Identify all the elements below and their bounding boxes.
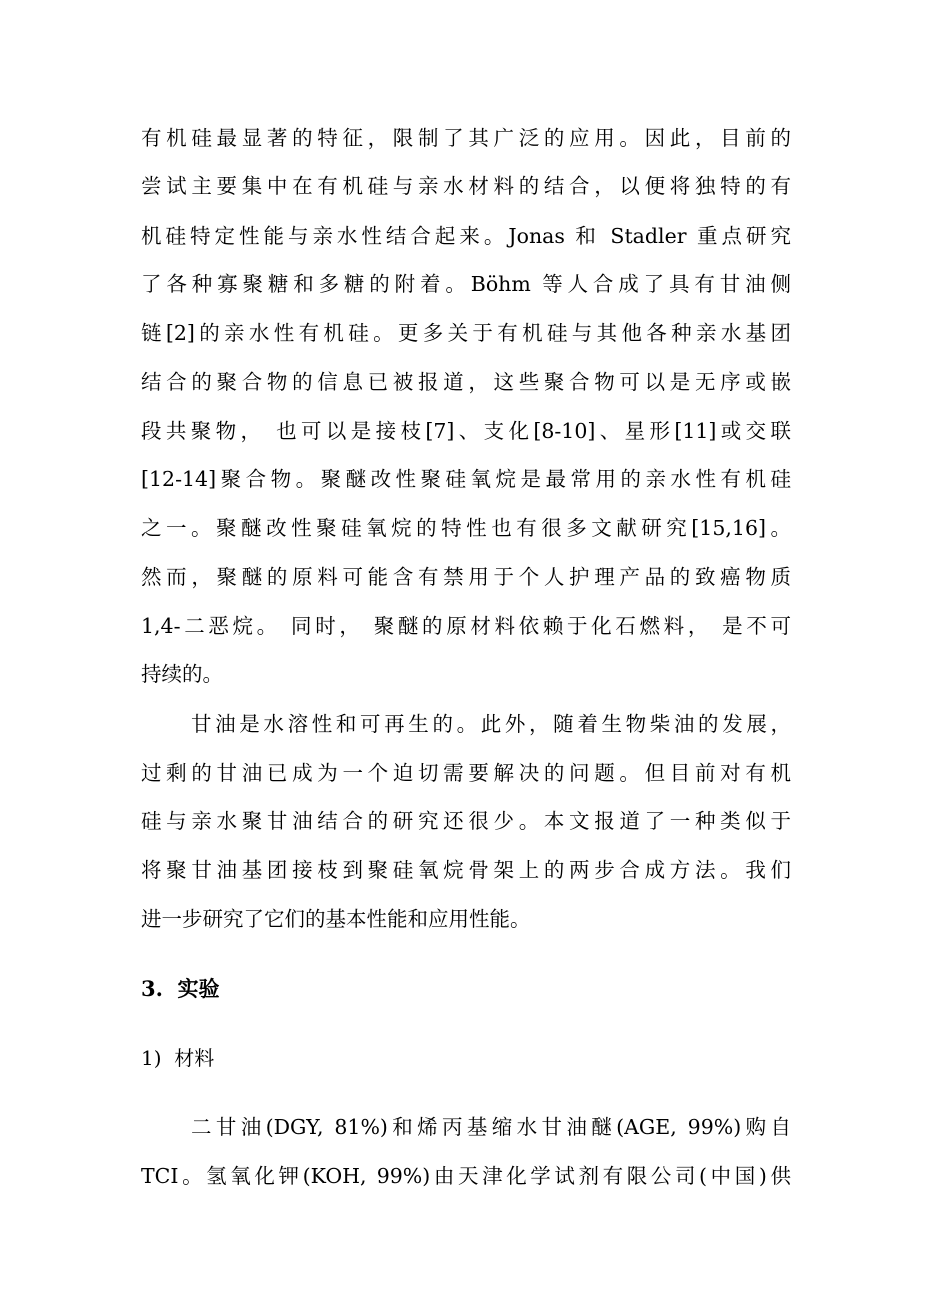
text-line: 结合的聚合物的信息已被报道，这些聚合物可以是无序或嵌 [141, 370, 791, 394]
text-line: 段共聚物， 也可以是接枝[7]、支化[8-10]、星形[11]或交联 [141, 419, 791, 443]
text-line: TCI。氢氧化钾(KOH, 99%)由天津化学试剂有限公司(中国)供 [141, 1164, 791, 1188]
text-line: 机硅特定性能与亲水性结合起来。Jonas 和 Stadler 重点研究 [141, 224, 791, 248]
text-line: 了各种寡聚糖和多糖的附着。Böhm 等人合成了具有甘油侧 [141, 272, 791, 296]
text-line: 然而，聚醚的原料可能含有禁用于个人护理产品的致癌物质 [141, 565, 791, 589]
text-line: 将聚甘油基团接枝到聚硅氧烷骨架上的两步合成方法。我们 [141, 858, 791, 882]
text-line: 尝试主要集中在有机硅与亲水材料的结合，以便将独特的有 [141, 174, 791, 198]
subsection-heading: 1) 材料 [141, 1046, 215, 1070]
text-line: 硅与亲水聚甘油结合的研究还很少。本文报道了一种类似于 [141, 809, 791, 833]
text-line: [12-14]聚合物。聚醚改性聚硅氧烷是最常用的亲水性有机硅 [141, 467, 791, 491]
text-line: 过剩的甘油已成为一个迫切需要解决的问题。但目前对有机 [141, 761, 791, 785]
text-line: 二甘油(DGY, 81%)和烯丙基缩水甘油醚(AGE, 99%)购自 [191, 1115, 791, 1139]
text-line: 甘油是水溶性和可再生的。此外，随着生物柴油的发展， [191, 712, 791, 736]
text-line: 持续的。 [141, 662, 223, 686]
text-line: 有机硅最显著的特征，限制了其广泛的应用。因此，目前的 [141, 126, 791, 150]
text-line: 之一。聚醚改性聚硅氧烷的特性也有很多文献研究[15,16]。 [141, 516, 791, 540]
text-line: 链[2]的亲水性有机硅。更多关于有机硅与其他各种亲水基团 [141, 321, 791, 345]
text-line: 进一步研究了它们的基本性能和应用性能。 [141, 907, 531, 931]
text-line: 1,4-二恶烷。 同时， 聚醚的原材料依赖于化石燃料， 是不可 [141, 614, 791, 638]
section-heading: 3. 实验 [141, 976, 220, 1001]
